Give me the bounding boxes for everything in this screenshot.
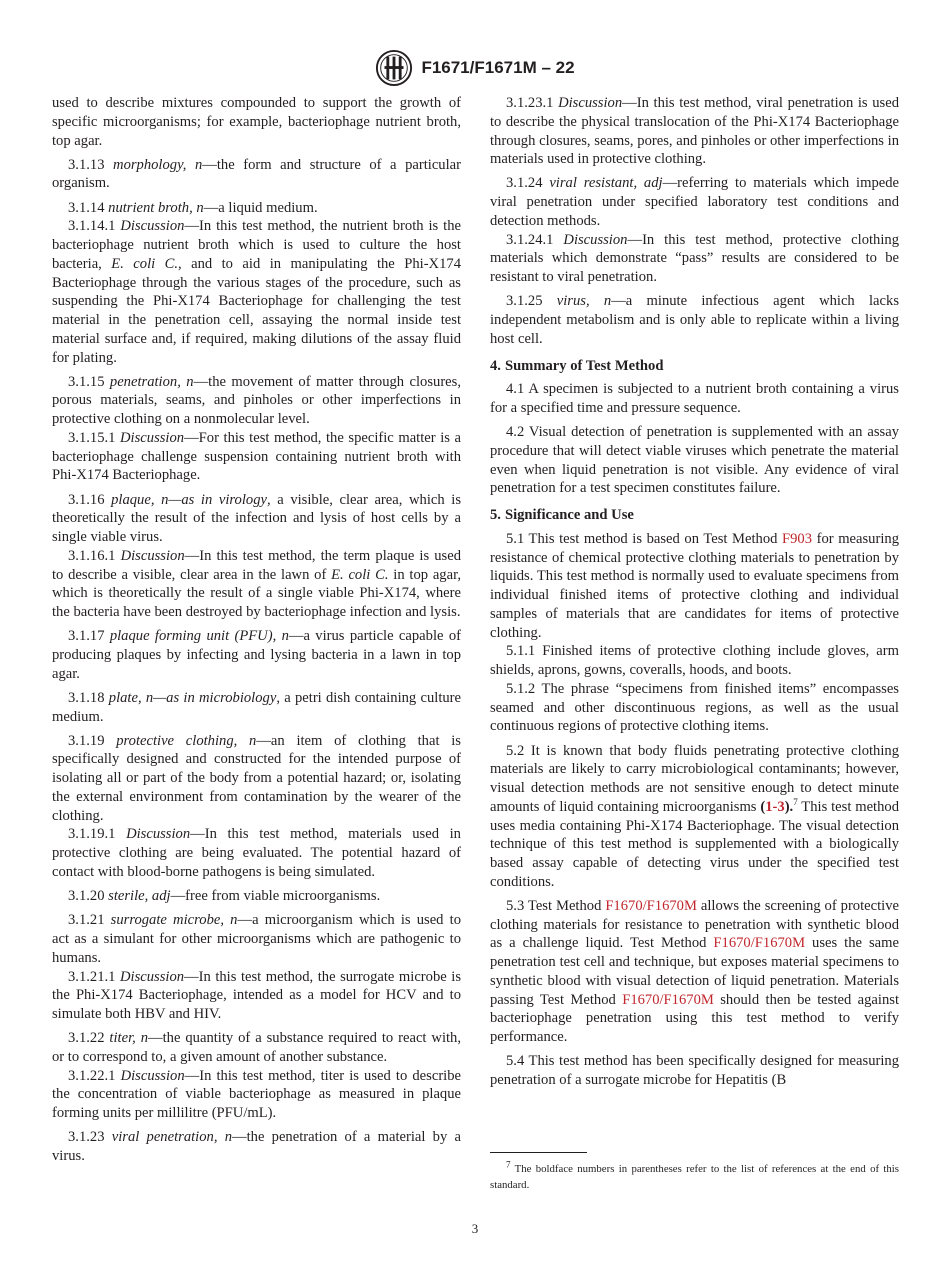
paragraph-4-2: 4.2 Visual detection of penetration is supplemented with an assay procedure that will detect viable viruses which penetrate the material even when liquid penetration is not visible. Any evidence of viral penetration for a test specimen constitutes failure.	[490, 424, 899, 497]
paragraph-5-4: 5.4 This test method has been specifically designed for measuring penetration of a surrogate microbe for Hepatitis (B	[490, 1053, 899, 1089]
link-f1670[interactable]: F1670/F1670M	[605, 897, 697, 914]
discussion-3-1-23-1: 3.1.23.1 Discussion—In this test method, viral penetration is used to describe the physical translocation of the Phi-X174 Bacteriophage through closures, seams, pores, and pinholes or other imperfections in materials used in protective clothing.	[490, 95, 899, 168]
definition-3-1-23: 3.1.23 viral penetration, n—the penetration of a material by a virus.	[52, 1129, 461, 1165]
astm-logo-icon	[375, 49, 413, 87]
link-f903[interactable]: F903	[782, 530, 813, 547]
footnote: $^7$ The boldface numbers in parentheses refer to the list of references at the end of this standard.	[490, 1159, 899, 1191]
definition-3-1-21: 3.1.21 surrogate microbe, n—a microorganism which is used to act as a simulant for other microorganisms which are pathogenic to humans.	[52, 912, 461, 966]
link-f1670[interactable]: F1670/F1670M	[713, 935, 806, 952]
footnote-divider	[490, 1152, 587, 1153]
link-f1670[interactable]: F1670/F1670M	[622, 991, 714, 1008]
definition-3-1-15: 3.1.15 penetration, n—the movement of matter through closures, porous materials, seams, and pinholes or other imperfections in protective clothing on a nonmolecular level.	[52, 373, 461, 428]
paragraph: used to describe mixtures compounded to support the growth of specific microorganisms; for example, bacteriophage nutrient broth, top agar.	[52, 95, 461, 149]
standard-designation: F1671/F1671M – 22	[421, 58, 575, 77]
discussion-3-1-19-1: 3.1.19.1 Discussion—In this test method, materials used in protective clothing are being evaluated. The potential hazard of contact with blood-borne pathogens is being simulated.	[52, 826, 461, 880]
definition-3-1-16: 3.1.16 plaque, n—as in virology, a visible, clear area, which is theoretically the result of the infection and lysis of host cells by a single viable virus.	[52, 491, 461, 546]
discussion-3-1-16-1: 3.1.16.1 Discussion—In this test method, the term plaque is used to describe a visible, clear area in the lawn of E. coli C. in top agar, which is theoretically the result of a single viable Phi-X174, where the bacteria have been destroyed by bacteriophage infection and lysis.	[52, 547, 462, 621]
discussion-3-1-14-1: 3.1.14.1 Discussion—In this test method, the nutrient broth is the bacteriophage nutrient broth which is used to culture the host bacteria, E. coli C., and to aid in manipulating the Phi-X174 Bacteriophage through the various stages of the procedure, such as suspending the Phi-X174 Bacteriophage for challenging the test material in the penetration cell, assaying the normal inside test material surface and, if required, making dilutions of the assay fluid for plating.	[52, 218, 461, 366]
definition-3-1-14: 3.1.14 nutrient broth, n—a liquid medium.	[68, 199, 318, 216]
definition-3-1-22: 3.1.22 titer, n—the quantity of a substance required to react with, or to correspond to, a given amount of another substance.	[52, 1030, 461, 1065]
page-header	[0, 48, 950, 88]
section-heading-5: 5. Significance and Use	[490, 507, 634, 524]
reference-link[interactable]: 1-3	[765, 798, 785, 815]
definition-3-1-19: 3.1.19 protective clothing, n—an item of clothing that is specifically designed and constructed for the intended purpose of isolating all or part of the body from a potential hazard; or, isolating the external environment from contamination by the wearer of the clothing.	[52, 732, 461, 824]
right-column	[490, 94, 899, 1095]
discussion-3-1-21-1: 3.1.21.1 Discussion—In this test method, the surrogate microbe is the Phi-X174 Bacteriophage, intended as a model for HCV and to simulate both HBV and HIV.	[52, 968, 461, 1023]
paragraph-5-1-2: 5.1.2 The phrase “specimens from finished items” encompasses seamed and other discontinuous regions, as well as the usual continuous regions of protective clothing items.	[490, 680, 899, 735]
definition-3-1-25: 3.1.25 virus, n—a minute infectious agent which lacks independent metabolism and is only able to replicate within a living host cell.	[490, 293, 899, 347]
definition-3-1-13: 3.1.13 morphology, n—the form and structure of a particular organism.	[52, 156, 461, 192]
left-column	[52, 94, 461, 1171]
discussion-3-1-24-1: 3.1.24.1 Discussion—In this test method, protective clothing materials which demonstrate “pass” results are considered to be resistant to viral penetration.	[490, 231, 899, 286]
paragraph-5-1: 5.1 This test method is based on Test Method F903 for measuring resistance of chemical protective clothing materials to penetration by liquids. This test method is normally used to evaluate specimens from individual finished items of protective clothing and individual samples of materials that are candidates for items of protective clothing.	[490, 530, 899, 641]
paragraph-5-2: 5.2 It is known that body fluids penetrating protective clothing materials are likely to carry microbiological contaminants; however, visual detection methods are not sensitive enough to detect minute amounts of liquid containing microorganisms (1-3).$^7$ This test method uses media containing Phi-X174 Bacteriophage. The visual detection technique of this test method is supplemented with a biologically based assay capable of detecting virus under the specified test conditions.	[490, 742, 900, 890]
page-number: 3	[471, 1221, 479, 1236]
discussion-3-1-15-1: 3.1.15.1 Discussion—For this test method, the specific matter is a bacteriophage challenge suspension containing nutrient broth with Phi-X174 Bacteriophage.	[52, 429, 461, 484]
paragraph-5-3: 5.3 Test Method F1670/F1670M allows the screening of protective clothing materials for resistance to penetration with synthetic blood as a challenge liquid. Test Method F1670/F1670M uses the same penetration test cell and technique, but exposes material specimens to synthetic blood with visual detection of liquid penetration. Materials passing Test Method F1670/F1670M should then be tested against bacteriophage penetration using this test method to verify performance.	[490, 897, 900, 1046]
definition-3-1-24: 3.1.24 viral resistant, adj—referring to materials which impede viral penetration under specified laboratory test conditions and detection methods.	[490, 175, 899, 229]
footnote-marker: 7	[793, 796, 798, 807]
discussion-3-1-22-1: 3.1.22.1 Discussion—In this test method, titer is used to describe the concentration of viable bacteriophage as measured in plaque forming units per millilitre (PFU/mL).	[52, 1067, 462, 1122]
definition-3-1-20: 3.1.20 sterile, adj—free from viable microorganisms.	[68, 888, 381, 905]
section-heading-4: 4. Summary of Test Method	[490, 357, 664, 374]
paragraph-4-1: 4.1 A specimen is subjected to a nutrient broth containing a virus for a specified time and pressure sequence.	[490, 381, 899, 417]
definition-3-1-17: 3.1.17 plaque forming unit (PFU), n—a virus particle capable of producing plaques by infecting and lysing bacteria in a lawn in top agar.	[52, 628, 461, 682]
definition-3-1-18: 3.1.18 plate, n—as in microbiology, a petri dish containing culture medium.	[52, 689, 462, 725]
paragraph-5-1-1: 5.1.1 Finished items of protective clothing include gloves, arm shields, aprons, gowns, coveralls, hoods, and boots.	[490, 643, 899, 679]
